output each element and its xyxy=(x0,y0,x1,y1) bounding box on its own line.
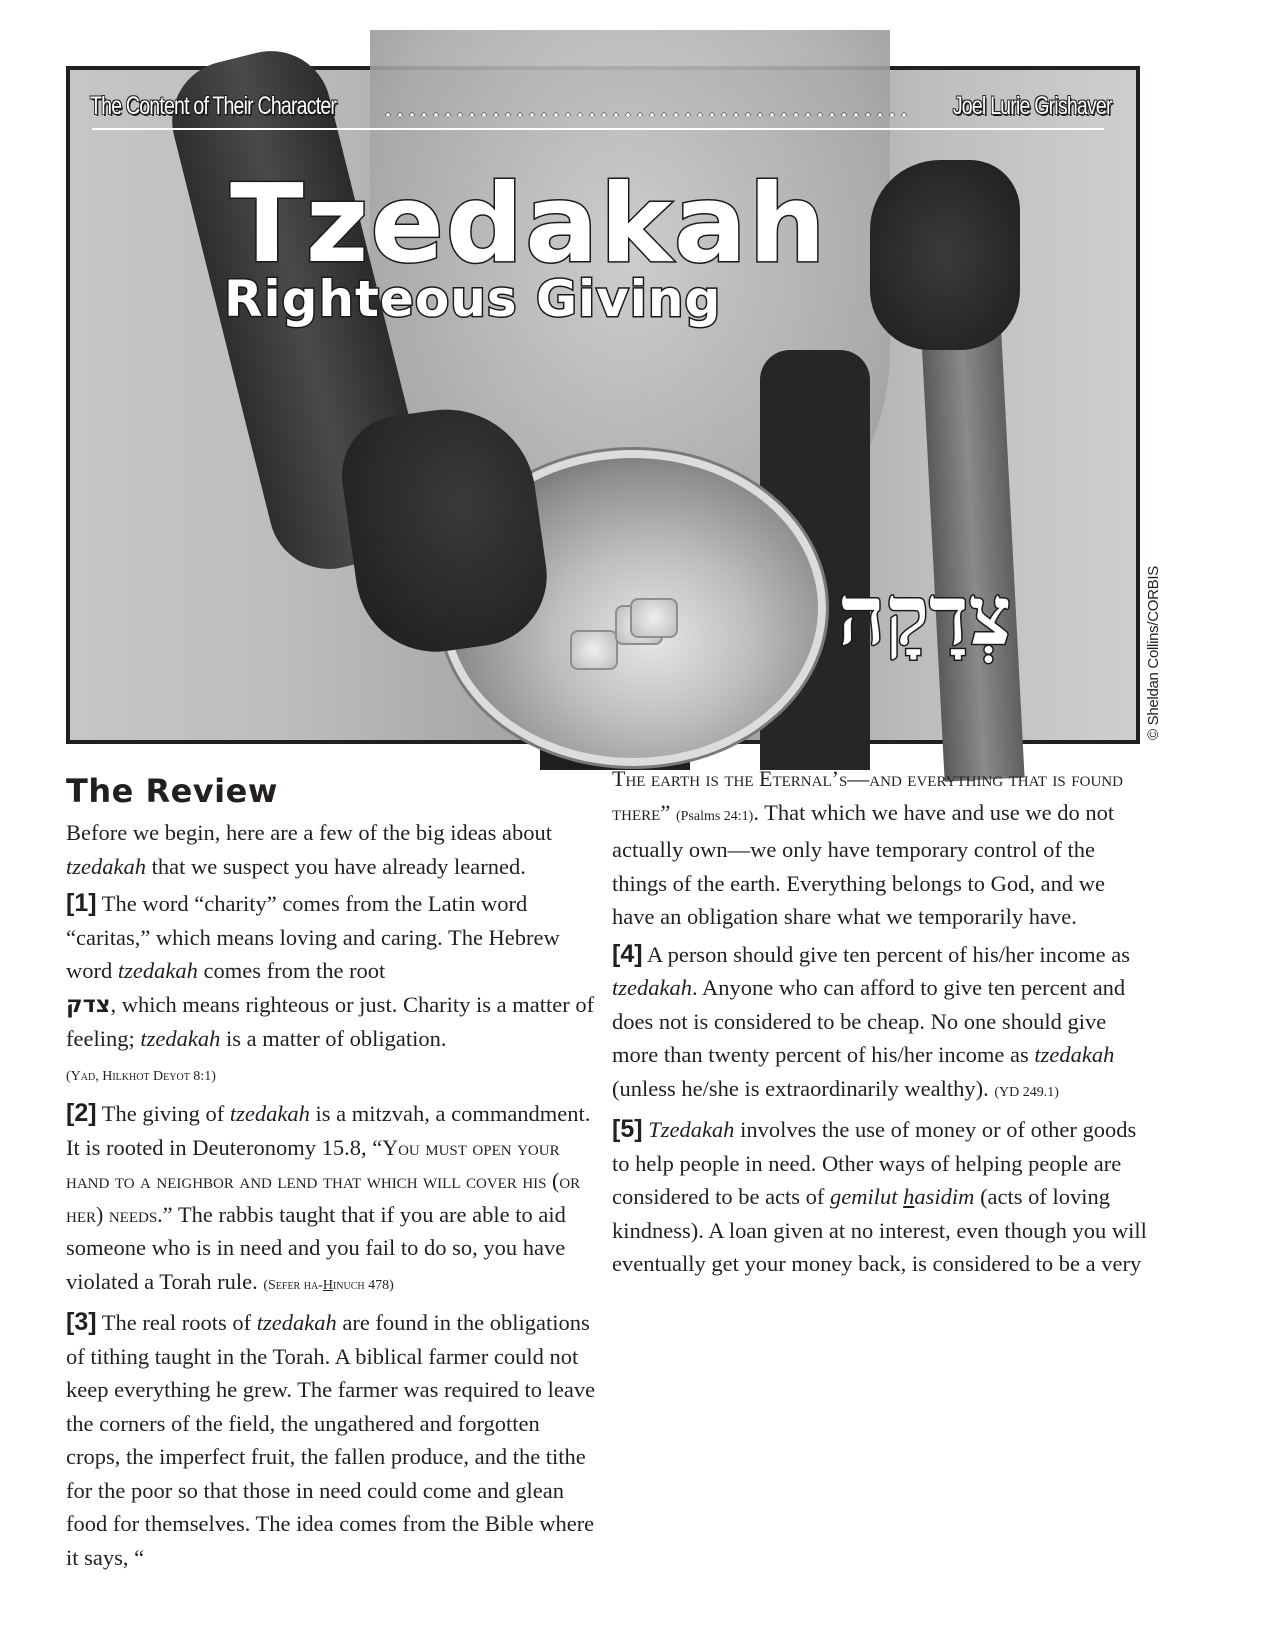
running-header xyxy=(90,90,1112,126)
term: tzedakah xyxy=(140,1026,221,1051)
text: The giving of xyxy=(96,1101,230,1126)
text: ” The rabbis taught that if you are able to aid someone who is in need and you fail to do so, you have violated a Torah rule. xyxy=(66,1201,566,1294)
item-number: [5] xyxy=(612,1115,643,1143)
term: tzedakah xyxy=(256,1310,337,1335)
term: gemilut xyxy=(830,1184,898,1209)
hebrew-title: צְדָקָה xyxy=(838,568,1012,664)
section-heading: The Review xyxy=(66,772,278,810)
text: (unless he/she is extraordinarily wealthy). xyxy=(612,1075,995,1101)
citation xyxy=(263,1278,393,1293)
dot-leader xyxy=(382,112,912,116)
item-number: [3] xyxy=(66,1308,97,1336)
review-item-3 xyxy=(66,1306,596,1570)
review-item-5 xyxy=(612,1113,1152,1281)
photo-coin xyxy=(570,630,618,670)
term: tzedakah xyxy=(66,853,146,879)
page-title: Tzedakah xyxy=(230,162,828,287)
text: that we suspect you have already learned. xyxy=(145,853,526,879)
photo-hand xyxy=(870,160,1020,350)
text: (Sefer ha- xyxy=(263,1277,323,1293)
citation: (Psalms 24:1) xyxy=(675,808,754,824)
term: Tzedakah xyxy=(648,1117,735,1142)
photo-coin xyxy=(630,598,678,638)
photo-credit: © Sheldan Collins/CORBIS xyxy=(1145,566,1162,740)
text: are found in the obligations of tithing taught in the Torah. A biblical farmer could not keep everything he grew. The farmer was required to leave the corners of the field, the ungathered and forgotten crops, the imperfect fruit, the fallen produce, and the tithe for the poor so that those in need could come and glean food for themselves. The idea comes from the Bible where it says, “ xyxy=(66,1310,596,1570)
term: tzedakah xyxy=(612,975,692,1000)
text: ” xyxy=(660,799,676,825)
review-item-2 xyxy=(66,1097,596,1302)
item-number: [1] xyxy=(66,889,97,917)
text: is a mitzvah, a commandment. It is rooted in Deuteronomy 15.8, “ xyxy=(66,1101,591,1160)
item-number: [4] xyxy=(612,939,643,968)
citation: (Yad, Hilkhot Deyot 8:1) xyxy=(66,1068,216,1084)
page-subtitle: Righteous Giving xyxy=(224,270,722,328)
text: A person should give ten percent of his/her income as xyxy=(642,941,1130,967)
text: The real roots of xyxy=(96,1310,257,1335)
text: (acts of loving kindness). A loan given at no interest, even though you will eventually get your money back, is considered to be a very xyxy=(612,1184,1147,1276)
item-number: [2] xyxy=(66,1099,97,1127)
text: H xyxy=(322,1277,333,1293)
intro-paragraph xyxy=(66,816,596,883)
scripture-quote: You must open your hand to a neighbor and lend that which will cover his (or her) needs. xyxy=(66,1134,581,1227)
text-column-left xyxy=(66,760,596,1570)
text: . That which we have and use we do not actually own—we only have temporary control of the things of the earth. Everything belongs to God, and we have an obligation share what we temporarily have. xyxy=(612,799,1115,929)
text: Before we begin, here are a few of the big ideas about xyxy=(66,820,553,845)
text-column-right xyxy=(612,762,1152,1285)
term: asidim xyxy=(914,1184,975,1209)
text: . Anyone who can afford to give ten percent and does not is considered to be cheap. No one should give more than twenty percent of his/her income as xyxy=(612,975,1126,1067)
review-item-3-continued xyxy=(612,762,1152,934)
text: involves the use of money or of other goods to help people in need. Other ways of helping people are considered to be acts of xyxy=(612,1117,1137,1209)
term: h xyxy=(903,1184,915,1209)
text: The word “charity” comes from the Latin word “caritas,” which means loving and caring. The Hebrew word xyxy=(66,891,560,983)
series-title: The Content of Their Character xyxy=(90,92,337,120)
term: tzedakah xyxy=(117,958,198,983)
text: comes from the root xyxy=(197,958,386,983)
author-name: Joel Lurie Grishaver xyxy=(953,92,1112,120)
term: tzedakah xyxy=(229,1101,310,1126)
hebrew-root: צדק xyxy=(66,991,111,1018)
term: tzedakah xyxy=(1034,1042,1115,1067)
citation: (YD 249.1) xyxy=(994,1084,1059,1100)
review-item-1 xyxy=(66,887,596,1093)
header-rule xyxy=(92,128,1104,130)
text: , which means righteous or just. Charity is a matter of feeling; xyxy=(66,991,595,1051)
scripture-quote: The earth is the Eternal’s—and everything that is found there xyxy=(612,766,1123,825)
review-item-4 xyxy=(612,938,1152,1110)
text: is a matter of obligation. xyxy=(220,1026,447,1051)
text: inuch 478) xyxy=(332,1277,394,1293)
cover-photo xyxy=(66,66,1140,744)
